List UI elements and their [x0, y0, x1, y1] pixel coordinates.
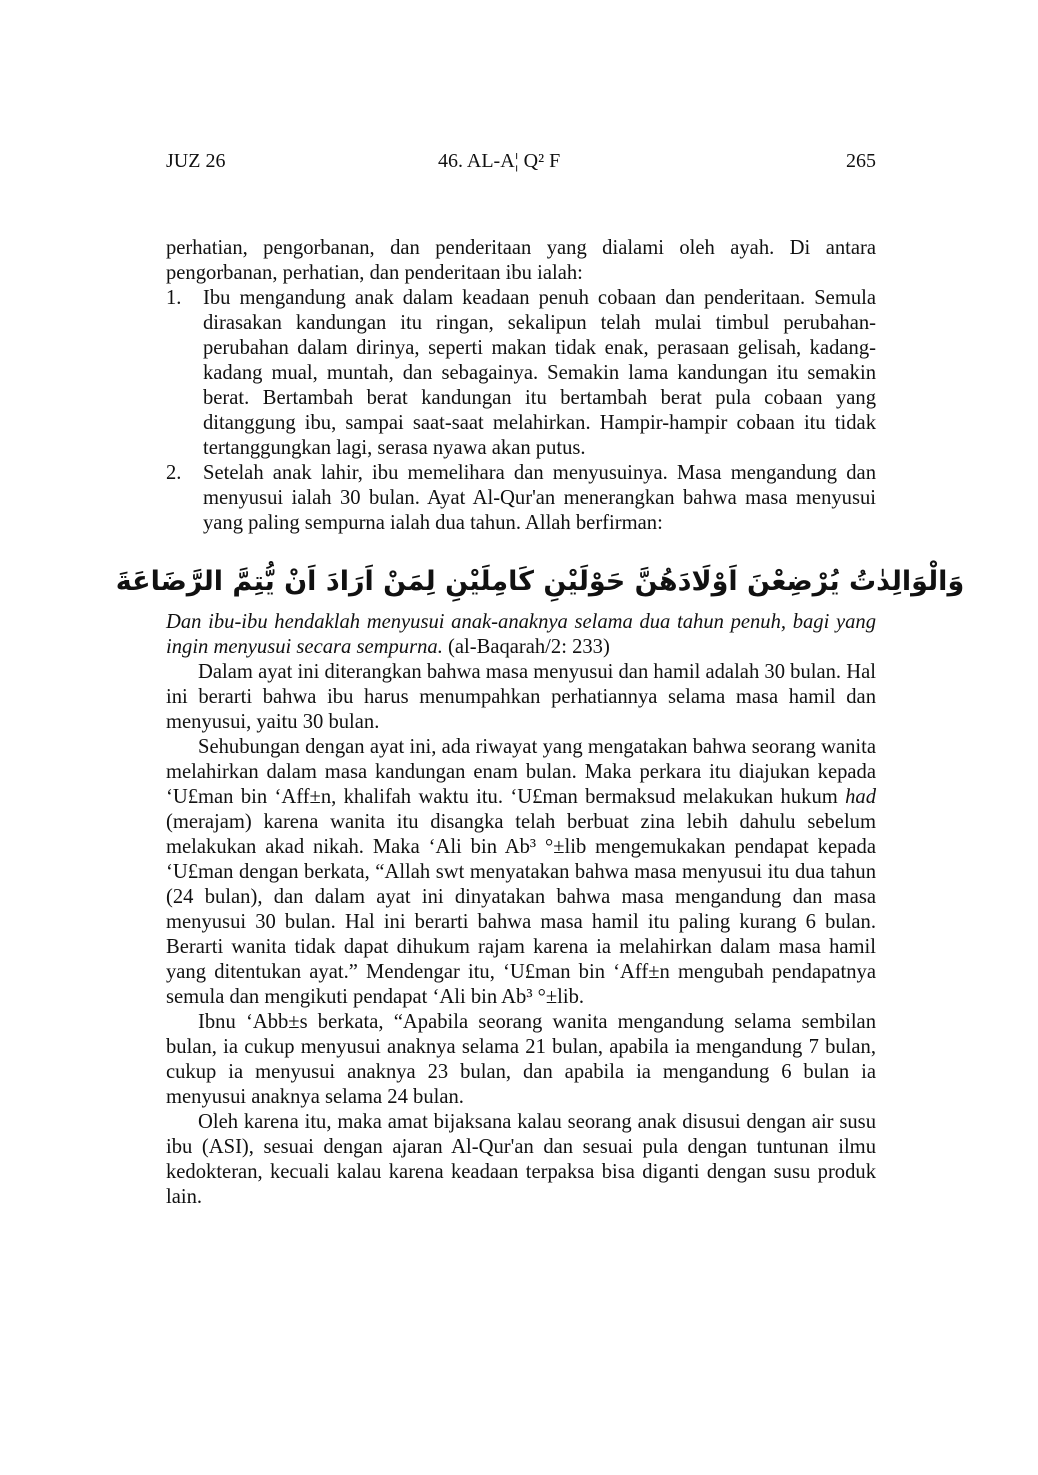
list-item-number: 1.	[166, 287, 182, 309]
verse-translation	[166, 610, 876, 660]
verse-reference: (al-Baqarah/2: 233)	[448, 636, 610, 658]
surah-title: 46. AL-A¦ Q² F	[438, 150, 561, 172]
arabic-verse-text: وَالْوَالِدٰتُ يُرْضِعْنَ اَوْلَادَهُنَّ حَوْلَيْنِ كَامِلَيْنِ لِمَنْ اَرَادَ اَنْ يُّتِمَّ الرَّضَاعَةَ	[115, 566, 964, 597]
page-number: 265	[846, 150, 876, 172]
paragraph-2-italic-term: had	[845, 786, 876, 808]
translation-text: Dan ibu-ibu hendaklah menyusui anak-anaknya selama dua tahun penuh, bagi yang ingin menyusui secara sempurna.	[166, 611, 876, 658]
list-item-text: Setelah anak lahir, ibu memelihara dan menyusuinya. Masa mengandung dan menyusui ialah 30 bulan. Ayat Al-Qur'an menerangkan bahwa masa menyusui yang paling sempurna ialah dua tahun. Allah berfirman:	[203, 462, 876, 534]
page-header	[166, 146, 876, 176]
document-page	[115, 146, 964, 1210]
list-item-number: 2.	[166, 462, 182, 484]
paragraph-2-part-2: (merajam) karena wanita itu disangka telah berbuat zina lebih dahulu sebelum melakukan akad nikah. Maka ‘Ali bin Ab³ °±lib mengemukakan pendapat kepada ‘U£man dengan berkata, “Allah swt menyatakan bahwa masa menyusui itu dua tahun (24 bulan), dan dalam ayat ini dinyatakan bahwa masa mengandung dan masa menyusui 30 bulan. Hal ini berarti bahwa masa hamil itu paling kurang 6 bulan. Berarti wanita tidak dapat dihukum rajam karena ia melahirkan dalam masa hamil yang ditentukan ayat.” Mendengar itu, ‘U£man bin ‘Aff±n mengubah pendapatnya semula dan mengikuti pendapat ‘Ali bin Ab³ °±lib.	[166, 811, 876, 1008]
list-item	[166, 461, 876, 536]
paragraph-3: Ibnu ‘Abb±s berkata, “Apabila seorang wanita mengandung selama sembilan bulan, ia cukup menyusui anaknya selama 21 bulan, apabila ia mengandung 7 bulan, cukup ia menyusui anaknya 23 bulan, dan apabila ia mengandung 6 bulan ia menyusui anaknya selama 24 bulan.	[166, 1011, 876, 1108]
paragraph-2	[166, 735, 876, 1010]
arabic-calligraphy	[115, 550, 964, 606]
paragraph-1: Dalam ayat ini diterangkan bahwa masa menyusui dan hamil adalah 30 bulan. Hal ini berarti bahwa ibu harus menumpahkan perhatiannya selama masa hamil dan menyusui, yaitu 30 bulan.	[166, 661, 876, 733]
page-body	[115, 236, 964, 1210]
paragraph-2-part-1: Sehubungan dengan ayat ini, ada riwayat yang mengatakan bahwa seorang wanita melahirkan dalam masa kandungan enam bulan. Maka perkara itu diajukan kepada ‘U£man bin ‘Aff±n, khalifah waktu itu. ‘U£man bermaksud melakukan hukum	[166, 736, 876, 808]
numbered-list	[166, 286, 876, 536]
intro-paragraph: perhatian, pengorbanan, dan penderitaan yang dialami oleh ayah. Di antara pengorbanan, perhatian, dan penderitaan ibu ialah:	[166, 237, 876, 284]
paragraph-4: Oleh karena itu, maka amat bijaksana kalau seorang anak disusui dengan air susu ibu (ASI), sesuai dengan ajaran Al-Qur'an dan sesuai pula dengan tuntunan ilmu kedokteran, kecuali kalau karena keadaan terpaksa bisa diganti dengan susu produk lain.	[166, 1111, 876, 1208]
list-item	[166, 286, 876, 461]
arabic-verse-image	[115, 550, 964, 610]
list-item-text: Ibu mengandung anak dalam keadaan penuh cobaan dan penderitaan. Semula dirasakan kandungan itu ringan, sekalipun telah mulai timbul perubahan-perubahan dalam dirinya, seperti makan tidak enak, perasaan gelisah, kadang-kadang mual, muntah, dan sebagainya. Semakin lama kandungan itu semakin berat. Bertambah berat kandungan itu bertambah berat pula cobaan yang ditanggung ibu, sampai saat-saat melahirkan. Hampir-hampir cobaan itu tidak tertanggungkan lagi, serasa nyawa akan putus.	[203, 287, 876, 459]
juz-label: JUZ 26	[166, 150, 226, 172]
